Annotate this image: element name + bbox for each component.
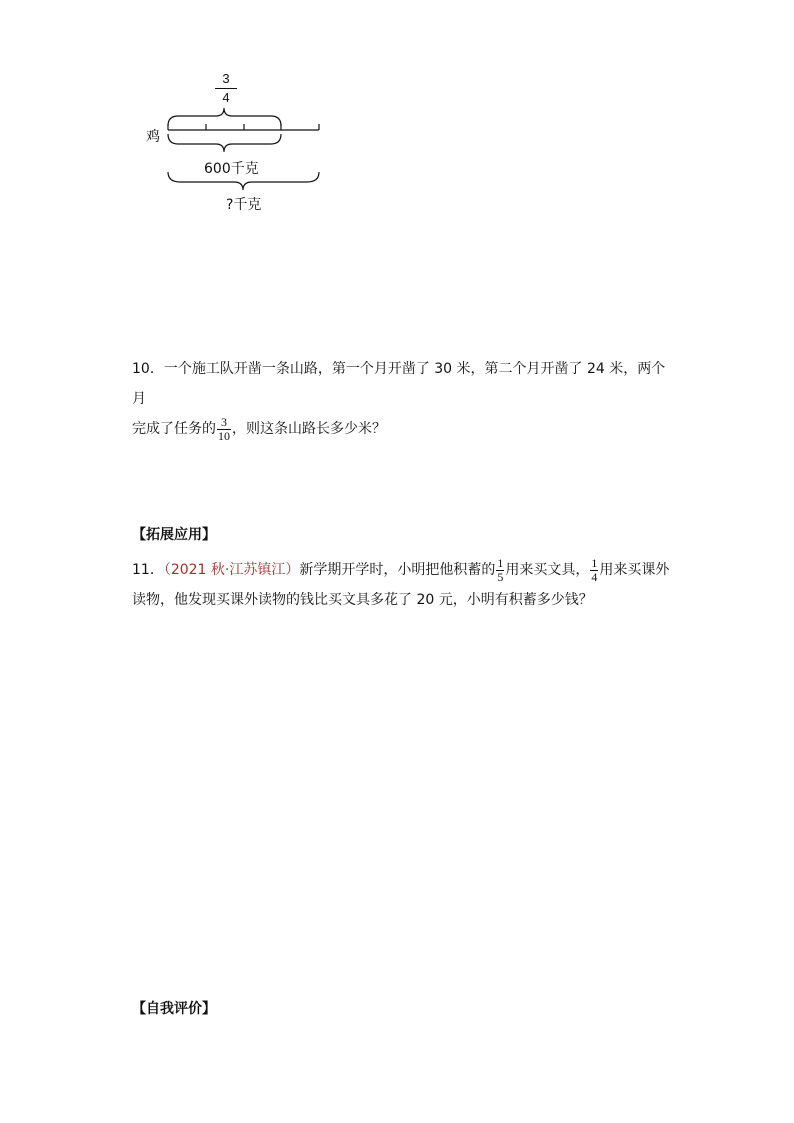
fraction-three-tenths — [217, 416, 231, 443]
fraction-numerator: 1 — [497, 555, 504, 570]
question-11-text-3: 用来买课外 — [599, 562, 670, 578]
question-11-line-1 — [132, 555, 672, 585]
question-11-line-2: 读物，他发现买课外读物的钱比买文具多花了 20 元，小明有积蓄多少钱？ — [132, 592, 593, 608]
line-segment-diagram — [130, 66, 350, 216]
question-number: 11． — [132, 562, 164, 578]
question-10-text-2b: ，则这条山路长多少米？ — [232, 421, 386, 437]
unknown-amount-label: ?千克 — [226, 197, 262, 213]
fraction-numerator: 1 — [591, 555, 598, 570]
question-11 — [132, 555, 672, 615]
question-11-text-1: 新学期开学时，小明把他积蓄的 — [299, 562, 496, 578]
question-10-line-2 — [132, 414, 672, 444]
diagram-fraction — [215, 72, 237, 105]
fraction-numerator: 3 — [221, 414, 227, 429]
row-label: 鸡 — [146, 129, 160, 145]
section-title-extension: 【拓展应用】 — [132, 527, 216, 543]
question-10-line-1 — [132, 354, 672, 414]
fraction-denominator: 10 — [218, 428, 230, 443]
top-brace — [168, 108, 281, 126]
diagram-fraction-denominator: 4 — [222, 90, 230, 105]
question-10-text-1: 一个施工队开凿一条山路，第一个月开凿了 30 米，第二个月开凿了 24 米，两个月 — [132, 361, 666, 407]
question-10-text-2a: 完成了任务的 — [132, 421, 216, 437]
diagram-fraction-numerator: 3 — [222, 71, 230, 86]
known-amount-label: 600千克 — [204, 161, 259, 177]
fraction-bar — [215, 88, 237, 89]
bottom-brace-known — [168, 134, 281, 152]
source-tag: （2021 秋·江苏镇江） — [163, 562, 300, 578]
question-number: 10． — [132, 361, 164, 377]
section-title-self-evaluation: 【自我评价】 — [132, 1001, 216, 1017]
question-11-text-2: 用来买文具， — [505, 562, 590, 578]
fraction-one-fourth — [590, 557, 598, 584]
question-10 — [132, 354, 672, 444]
fraction-denominator: 4 — [591, 569, 598, 584]
fraction-one-fifth — [496, 557, 504, 584]
fraction-denominator: 5 — [497, 569, 504, 584]
